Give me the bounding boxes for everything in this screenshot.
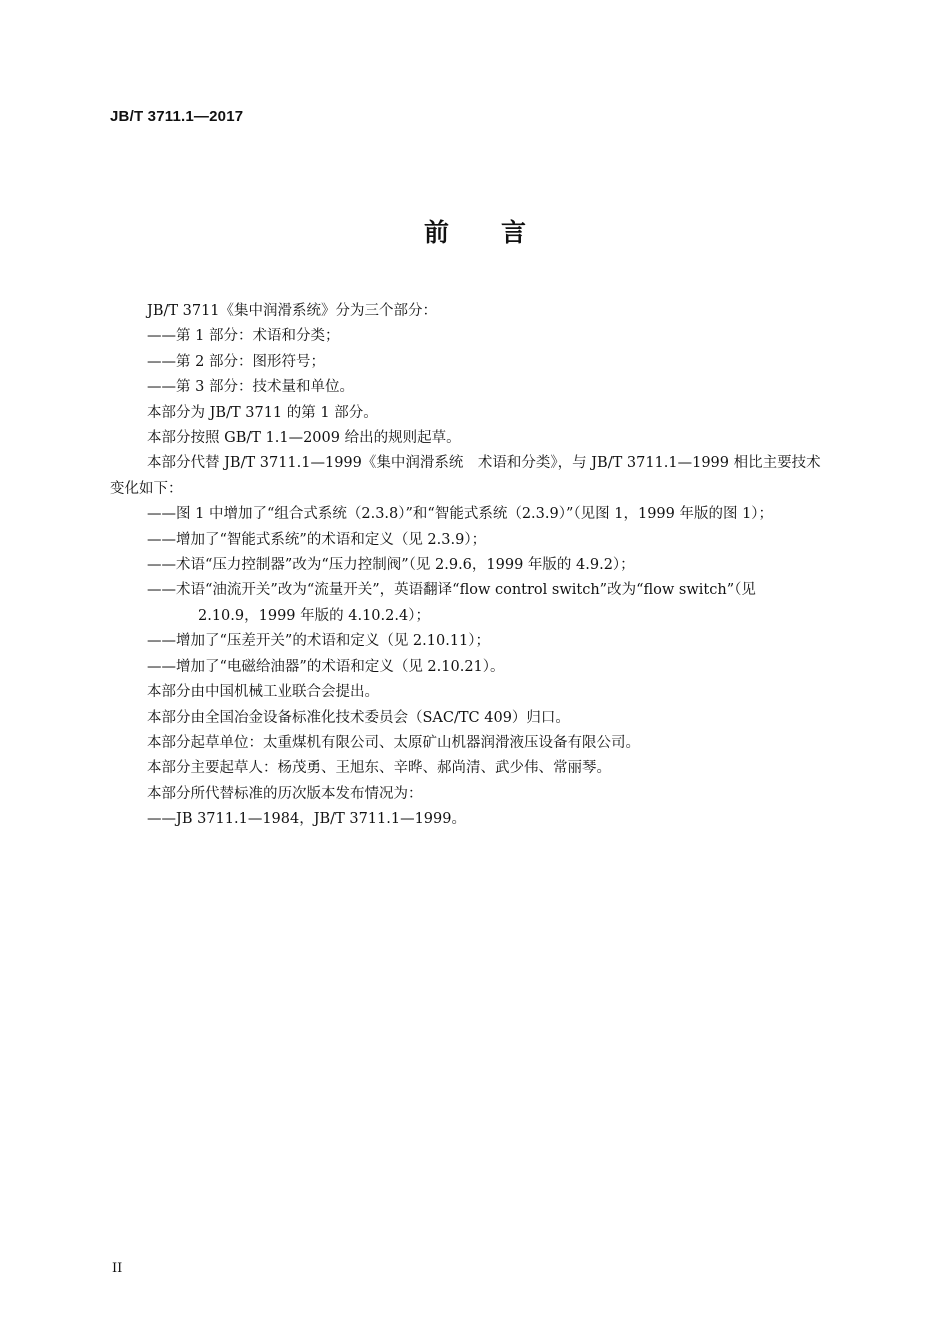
list-item-history: ——JB 3711.1—1984，JB/T 3711.1—1999。	[147, 811, 466, 828]
list-item-change-2: ——增加了“智能式系统”的术语和定义（见 2.3.9）；	[147, 531, 487, 548]
paragraph-drafting-units: 本部分起草单位：太重煤机有限公司、太原矿山机器润滑液压设备有限公司。	[147, 734, 640, 751]
title-char-1: 前	[423, 218, 449, 247]
list-item-change-1: ——图 1 中增加了“组合式系统（2.3.8）”和“智能式系统（2.3.9）”（见图 1，1999 年版的图 1）；	[147, 506, 774, 523]
page-title	[0, 213, 950, 249]
paragraph-under-jurisdiction: 本部分由全国冶金设备标准化技术委员会（SAC/TC 409）归口。	[147, 709, 570, 726]
foreword-body	[110, 299, 870, 833]
list-item-part-1: ——第 1 部分：术语和分类；	[147, 328, 340, 345]
page-number: II	[112, 1261, 123, 1276]
paragraph-replaces-continued: 变化如下：	[110, 480, 183, 497]
list-item-part-3: ——第 3 部分：技术量和单位。	[147, 379, 354, 396]
list-item-change-6: ——增加了“电磁给油器”的术语和定义（见 2.10.21）。	[147, 658, 505, 675]
list-item-change-5: ——增加了“压差开关”的术语和定义（见 2.10.11）；	[147, 633, 491, 650]
standard-code: JB/T 3711.1—2017	[110, 108, 244, 125]
paragraph-replaces: 本部分代替 JB/T 3711.1—1999《集中润滑系统 术语和分类》，与 JB/T 3711.1—1999 相比主要技术	[147, 455, 821, 472]
list-item-part-2: ——第 2 部分：图形符号；	[147, 353, 325, 370]
title-char-2: 言	[501, 218, 527, 247]
paragraph-parts-intro: JB/T 3711《集中润滑系统》分为三个部分：	[147, 303, 438, 319]
paragraph-this-part: 本部分为 JB/T 3711 的第 1 部分。	[147, 404, 378, 421]
paragraph-drafting-rules: 本部分按照 GB/T 1.1—2009 给出的规则起草。	[147, 430, 461, 447]
paragraph-proposed-by: 本部分由中国机械工业联合会提出。	[147, 684, 379, 701]
list-item-change-4: ——术语“油流开关”改为“流量开关”，英语翻译“flow control switch”改为“flow switch”（见	[147, 582, 756, 599]
list-item-change-4-continued: 2.10.9，1999 年版的 4.10.2.4）；	[198, 607, 430, 624]
list-item-change-3: ——术语“压力控制器”改为“压力控制阀”（见 2.9.6，1999 年版的 4.9.2）；	[147, 557, 635, 574]
paragraph-drafters: 本部分主要起草人：杨茂勇、王旭东、辛晔、郝尚清、武少伟、常丽琴。	[147, 760, 611, 777]
paragraph-history-intro: 本部分所代替标准的历次版本发布情况为：	[147, 785, 423, 802]
